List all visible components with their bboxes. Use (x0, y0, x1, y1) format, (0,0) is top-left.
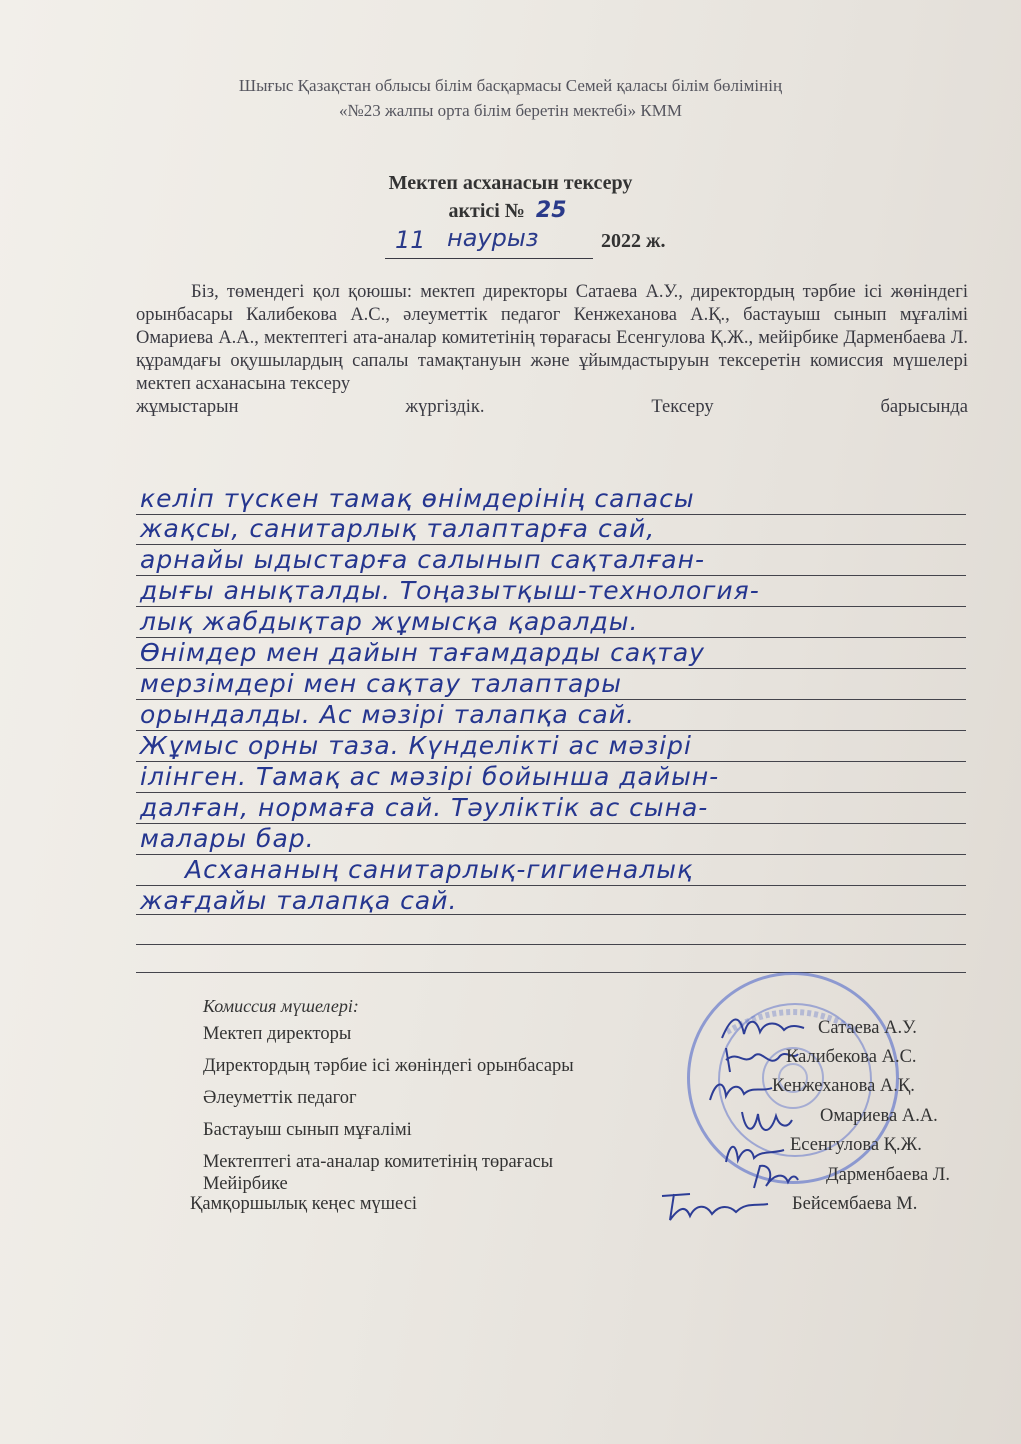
handwritten-line: жағдайы талапқа сай. (140, 886, 458, 915)
ruled-line (136, 944, 966, 945)
intro-paragraph-text: Біз, төмендегі қол қоюшы: мектеп директоры Сатаева А.У., директордың тәрбие ісі жөніндегі орынбасары Калибекова А.С., әлеуметтік педагог Кенжеханова А.Қ., бастауыш сынып мұғалімі Омариева А.А., мектептегі ата-аналар комитетінің төрағасы Есенгулова Қ.Ж., мейірбике Дарменбаева Л. құрамдағы оқушылардың сапалы тамақтануын және ұйымдастыруын тексеретін комиссия мүшелері мектеп асханасына тексеру (136, 282, 968, 394)
org-header-line-2: «№23 жалпы орта білім беретін мектебі» КММ (339, 101, 682, 120)
handwritten-line: лық жабдықтар жұмысқа қаралды. (140, 607, 639, 636)
handwritten-line: орындалды. Ас мәзірі талапқа сай. (140, 700, 635, 729)
intro-word: Тексеру (651, 397, 714, 417)
member-role: Мейірбике (203, 1174, 288, 1194)
intro-last-line (136, 396, 968, 419)
member-name: Омариева А.А. (820, 1106, 938, 1126)
intro-word: жүргіздік. (405, 397, 485, 417)
member-name: Калибекова А.С. (786, 1047, 917, 1067)
org-header-line-1: Шығыс Қазақстан облысы білім басқармасы Семей қаласы білім бөлімінің (238, 76, 783, 95)
intro-word: жұмыстарын (136, 397, 239, 417)
member-name: Есенгулова Қ.Ж. (790, 1135, 922, 1155)
act-number: 25 (535, 198, 567, 223)
date-line (385, 224, 715, 264)
document-title: Мектеп асханасын тексеру (388, 172, 633, 194)
handwritten-line: ілінген. Тамақ ас мәзірі бойынша дайын- (140, 762, 720, 791)
handwritten-line: мерзімдері мен сақтау талаптары (140, 669, 622, 698)
member-name: Кенжеханова А.Қ. (772, 1076, 915, 1096)
handwritten-line: малары бар. (140, 824, 315, 853)
date-year: 2022 ж. (601, 230, 666, 252)
handwritten-line: Асхананың санитарлық-гигиеналық (185, 855, 694, 884)
commission-members-title: Комиссия мүшелері: (203, 996, 359, 1016)
date-underline (385, 258, 593, 259)
member-name: Сатаева А.У. (818, 1018, 917, 1038)
handwritten-line: далған, нормаға сай. Тәуліктік ас сына- (140, 793, 709, 822)
intro-paragraph (136, 281, 968, 419)
member-role: Бастауыш сынып мұғалімі (203, 1120, 412, 1140)
handwritten-line: Өнімдер мен дайын тағамдарды сақтау (140, 638, 705, 667)
date-month: наурыз (447, 224, 539, 252)
handwritten-line: Жұмыс орны таза. Күнделікті ас мәзірі (140, 731, 692, 760)
member-name: Бейсембаева М. (792, 1194, 918, 1214)
signature-trustee (656, 1186, 776, 1233)
intro-word: барысында (880, 397, 968, 417)
handwritten-line: арнайы ыдыстарға салынып сақталған- (140, 545, 705, 574)
handwritten-line: келіп түскен тамақ өнімдерінің сапасы (140, 484, 695, 513)
date-day: 11 (395, 226, 426, 254)
act-prefix: актісі № (448, 200, 525, 222)
member-role: Әлеуметтік педагог (203, 1088, 357, 1108)
handwritten-line: жақсы, санитарлық талаптарға сай, (140, 514, 656, 543)
handwritten-line: дығы анықталды. Тоңазытқыш-технология- (140, 576, 760, 605)
member-name: Дарменбаева Л. (826, 1165, 950, 1185)
member-role: Қамқоршылық кеңес мүшесі (190, 1194, 418, 1214)
member-role: Мектептегі ата-аналар комитетінің төрағасы (203, 1152, 554, 1172)
member-role: Мектеп директоры (203, 1024, 352, 1044)
act-number-line (0, 198, 1021, 223)
member-role: Директордың тәрбие ісі жөніндегі орынбасары (203, 1056, 574, 1076)
